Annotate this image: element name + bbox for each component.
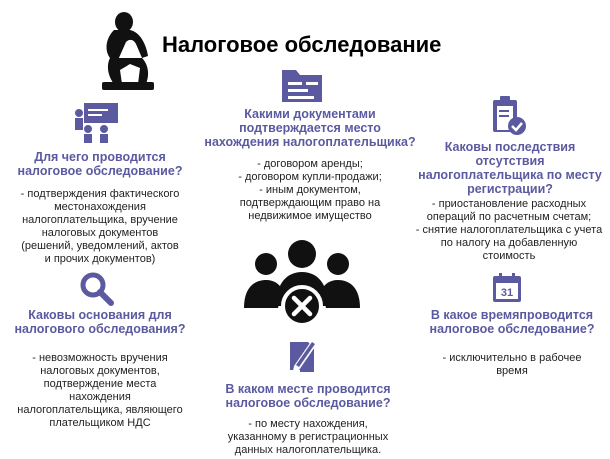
- docs-answer: - договором аренды; - договором купли-продажи; - иным документом, подтверждающим право на недвижимое имущество: [238, 158, 382, 222]
- people-cancel-icon: [242, 232, 362, 328]
- place-question: В каком месте проводится налоговое обследование?: [225, 382, 391, 410]
- time-answer: - исключительно в рабочее время: [442, 352, 582, 377]
- time-question: В какое времяпроводится налоговое обследование?: [429, 308, 595, 336]
- why-answer: - подтверждения фактического местонахождения налогоплательщика, вручение налоговых документов (решений, уведомлений, актов и прочих документов): [20, 188, 180, 265]
- clipboard-check-icon: [491, 96, 527, 136]
- calendar-day: 31: [500, 287, 514, 299]
- grounds-question: Каковы основания для налогового обследования?: [14, 308, 186, 336]
- presentation-icon: [74, 103, 120, 143]
- consequences-answer: - приостановление расходных операций по расчетным счетам; - снятие налогоплательщика с учета по налогу на добавленную стоимость: [415, 198, 603, 262]
- page-title: Налоговое обследование: [162, 32, 442, 57]
- document-pen-icon: [286, 336, 320, 374]
- grounds-answer: - невозможность вручения налоговых документов, подтверждение места нахождения налогоплательщика, являющего плательщиком НДС: [17, 352, 183, 429]
- search-icon: [80, 272, 114, 306]
- place-answer: - по месту нахождения, указанному в регистрационных данных налогоплательщика.: [227, 418, 389, 456]
- why-question: Для чего проводится налоговое обследование?: [17, 150, 183, 178]
- calendar-icon: [491, 272, 523, 304]
- docs-question: Какими документами подтверждается место нахождения налогоплательщика?: [204, 107, 416, 149]
- folder-icon: [280, 66, 324, 104]
- thinker-logo: [96, 8, 160, 90]
- consequences-question: Каковы последствия отсутствия налогоплательщика по месту регистрации?: [418, 140, 602, 196]
